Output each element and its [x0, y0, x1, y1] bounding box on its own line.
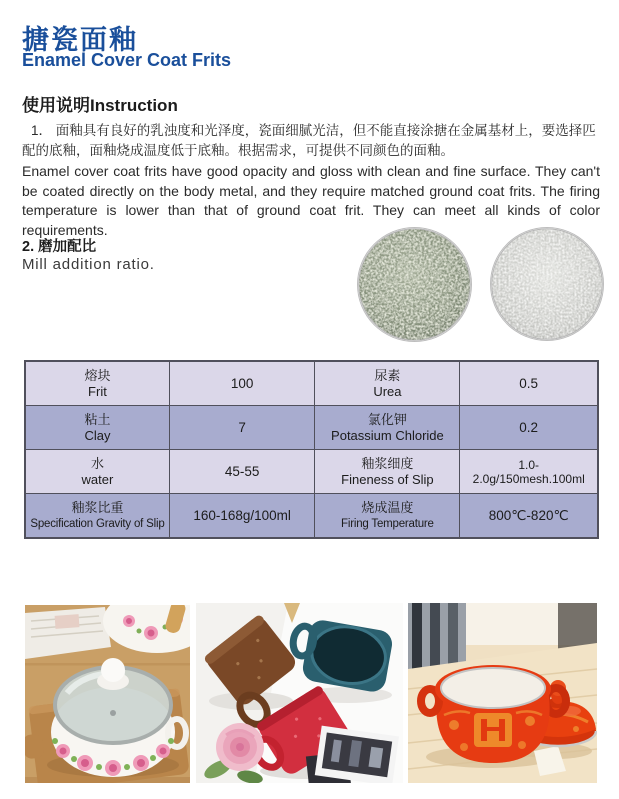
param-cell: 釉浆比重 Specification Gravity of Slip: [25, 494, 169, 539]
value-cell: 160-168g/100ml: [169, 494, 315, 539]
param-cell: 水 water: [25, 450, 169, 494]
mill-ratio-heading-english: Mill addition ratio.: [22, 256, 155, 273]
mill-ratio-heading-chinese: 2. 磨加配比: [22, 239, 97, 255]
instruction-paragraph-english: Enamel cover coat frits have good opacity and gloss with clean and fine surface. They can't be coated directly on the body metal, and they require matched ground coat frits. The firing temperature is lower than that of ground coat frit. They can meet all kinds of color requirements.: [22, 163, 600, 238]
product-photo-mugs: [196, 603, 403, 783]
frit-granules-photo: [358, 228, 471, 341]
value-cell: 1.0-2.0g/150mesh.100ml: [460, 450, 598, 494]
page-title-english: Enamel Cover Coat Frits: [22, 50, 232, 70]
page-title-chinese: 搪瓷面釉: [22, 25, 138, 55]
value-cell: 800℃-820℃: [460, 494, 598, 539]
param-cell: 熔块 Frit: [25, 361, 169, 406]
table-row: [25, 450, 598, 494]
param-cell: 釉浆细度 Fineness of Slip: [315, 450, 460, 494]
frit-granules-image: [358, 228, 471, 341]
mill-ratio-table: [24, 360, 599, 539]
value-cell: 7: [169, 406, 315, 450]
product-photo-floral-pot: [25, 605, 190, 783]
milled-powder-photo: [491, 228, 603, 340]
param-cell: 烧成温度 Firing Temperature: [315, 494, 460, 539]
param-cell: 尿素 Urea: [315, 361, 460, 406]
instruction-paragraph-chinese: 1． 面釉具有良好的乳浊度和光泽度，瓷面细腻光洁，但不能直接涂搪在金属基材上，要选择匹配的底釉，面釉烧成温度低于底釉。根据需求，可提供不同颜色的面釉。: [22, 123, 596, 158]
value-cell: 45-55: [169, 450, 315, 494]
instruction-heading: 使用说明Instruction: [22, 96, 178, 115]
milled-powder-image: [491, 228, 603, 340]
table-row: [25, 406, 598, 450]
param-cell: 氯化钾 Potassium Chloride: [315, 406, 460, 450]
value-cell: 0.5: [460, 361, 598, 406]
param-cell: 粘土 Clay: [25, 406, 169, 450]
table-row: [25, 361, 598, 406]
value-cell: 100: [169, 361, 315, 406]
product-photo-red-pot: [408, 603, 597, 783]
value-cell: 0.2: [460, 406, 598, 450]
table-row: [25, 494, 598, 539]
